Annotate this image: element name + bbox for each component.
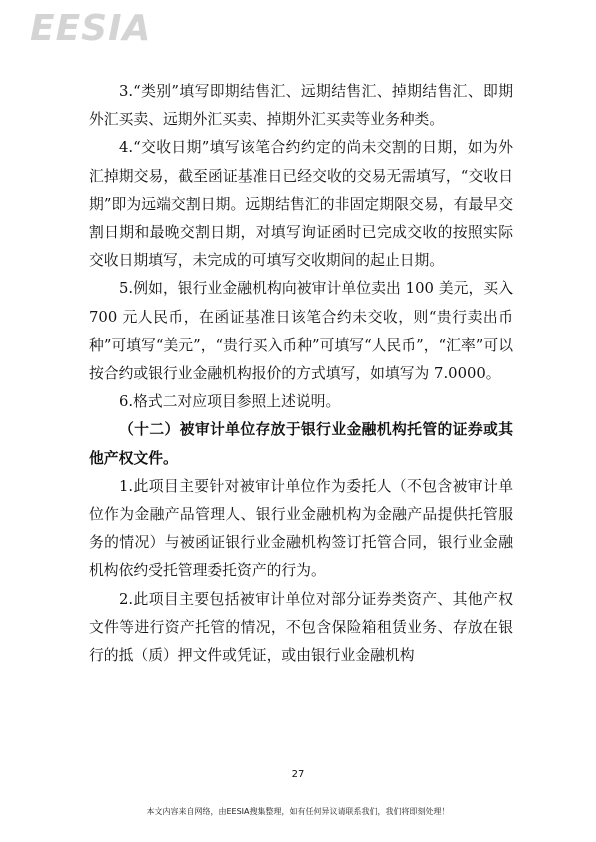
section-heading: （十二）被审计单位存放于银行业金融机构托管的证券或其他产权文件。	[89, 421, 513, 467]
paragraph-custody-scope: 1.此项目主要针对被审计单位作为委托人（不包含被审计单位作为金融产品管理人、银行业金融机构为金融产品提供托管服务的情况）与被函证银行业金融机构签订托管合同，银行业金融机构依约受托管理委托资产的行为。	[89, 477, 513, 580]
document-body	[89, 78, 513, 670]
page-number: 27	[291, 769, 305, 780]
paragraph-category: 3.“类别”填写即期结售汇、远期结售汇、掉期结售汇、即期外汇买卖、远期外汇买卖、掉期外汇买卖等业务种类。	[89, 83, 513, 129]
paragraph-custody-contents: 2.此项目主要包括被审计单位对部分证券类资产、其他产权文件等进行资产托管的情况，不包含保险箱租赁业务、存放在银行的抵（质）押文件或凭证，或由银行业金融机构	[89, 590, 513, 665]
paragraph-example: 5.例如，银行业金融机构向被审计单位卖出 100 美元，买入 700 元人民币，在函证基准日该笔合约未交收，则“贵行卖出币种”可填写“美元”，“贵行买入币种”可填写“人民币”，“汇率”可以按合约或银行业金融机构报价的方式填写，如填写为 7.0000。	[89, 280, 513, 383]
paragraph-format-two: 6.格式二对应项目参照上述说明。	[119, 393, 341, 411]
footer-disclaimer: 本文内容来自网络，由EESIA搜集整理，如有任何异议请联系我们，我们将即刻处理！	[146, 807, 450, 816]
paragraph-settlement-date: 4.“交收日期”填写该笔合约约定的尚未交割的日期，如为外汇掉期交易，截至函证基准日已经交收的交易无需填写，“交收日期”即为远端交割日期。远期结售汇的非固定期限交易，有最早交割日期和最晚交割日期，对填写询证函时已完成交收的按照实际交收日期填写，未完成的可填写交收期间的起止日期。	[89, 139, 513, 270]
eesia-logo: EESIA	[30, 8, 152, 49]
